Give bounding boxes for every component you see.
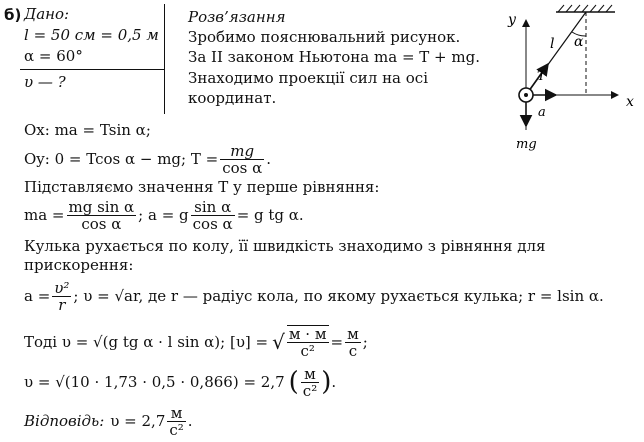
given-find: υ — ? xyxy=(24,73,66,91)
gravity-label: mg xyxy=(516,137,537,152)
acceleration-label: a xyxy=(538,105,546,120)
subst-text: Підставляємо значення T у перше рівняння: xyxy=(24,178,380,196)
unit-root-num: м · м xyxy=(288,325,327,343)
solution-line-4: координат. xyxy=(188,89,277,107)
problem-label: б) xyxy=(4,6,22,24)
tension-label: T xyxy=(537,69,546,84)
eq-ma-num2: sin α xyxy=(191,199,235,216)
solution-line-2: За ІІ законом Ньютона ma = T + mg. xyxy=(188,48,480,66)
ceiling-hatch xyxy=(558,5,612,12)
eq-oy-left: Oy: 0 = Tcos α − mg; T = xyxy=(24,150,219,168)
eq-ma-den2: cos α xyxy=(192,214,233,233)
eq-oy-num: mg xyxy=(220,143,264,160)
eq-oy xyxy=(24,140,271,178)
eq-acc xyxy=(24,276,604,316)
axis-x-label: x xyxy=(626,94,634,110)
pendulum-diagram xyxy=(490,2,642,162)
eq-todi-text: Тоді υ = √(g tg α · l sin α); [υ] = xyxy=(24,333,269,351)
axis-y-label: y xyxy=(508,12,516,28)
solution-line-3: Знаходимо проекції сил на осі xyxy=(188,69,428,87)
answer-end: . xyxy=(187,412,193,430)
answer xyxy=(24,402,193,440)
solution-heading: Розв’язання xyxy=(188,8,286,26)
given-divider xyxy=(20,69,164,70)
eq-oy-end: . xyxy=(266,150,272,168)
unit-num: м xyxy=(347,324,359,343)
eq-ma-end: = g tg α. xyxy=(236,206,304,224)
calc-unit-den: с² xyxy=(302,381,318,400)
eq-ox: Ox: ma = Tsin α; xyxy=(24,121,151,139)
circle-text-1: Кулька рухається по колу, її швидкість знаходимо з рівняння для xyxy=(24,237,546,255)
angle-label: α xyxy=(574,34,584,50)
calc-unit-num: м xyxy=(301,366,319,383)
given-vertical-divider xyxy=(164,4,165,114)
given-heading: Дано: xyxy=(24,5,70,23)
solution-line-1: Зробимо пояснювальний рисунок. xyxy=(188,28,461,46)
eq-ma-den: cos α xyxy=(81,214,122,233)
calc-text: υ = √(10 · 1,73 · 0,5 · 0,866) = 2,7 xyxy=(24,373,285,391)
unit-end: ; xyxy=(362,333,368,351)
eq-todi: Тоді υ = √(g tg α · l sin α); [υ] = √ $\frac{м \cdot м}{\text{с²}}$ = $\frac{м}{с}$ ; xyxy=(24,324,368,360)
unit-eq: = xyxy=(330,333,344,351)
eq-acc-num: υ² xyxy=(54,278,70,297)
answer-label: Відповідь: xyxy=(24,412,105,430)
given-length: l = 50 см = 0,5 м xyxy=(24,26,159,44)
answer-unit-num: м xyxy=(167,405,185,422)
circle-text-2: прискорення: xyxy=(24,256,134,274)
calc-end: . xyxy=(331,373,337,391)
unit-den: с xyxy=(348,341,358,360)
eq-ma-num: mg sin α xyxy=(68,197,135,216)
eq-oy-den: cos α xyxy=(222,158,263,177)
eq-acc-rest: ; υ = √ar, де r — радіус кола, по якому рухається кулька; r = lsin α. xyxy=(73,287,604,305)
eq-acc-den: r xyxy=(58,295,66,314)
length-label: l xyxy=(550,36,555,52)
answer-value: υ = 2,7 xyxy=(110,412,166,430)
eq-ma-left: ma = xyxy=(24,206,65,224)
eq-ma xyxy=(24,196,304,234)
eq-acc-left: a = xyxy=(24,287,51,305)
eq-calc: υ = √(10 · 1,73 · 0,5 · 0,866) = 2,7 ( $\frac{м}{\text{с²}}$ ) . xyxy=(24,364,337,400)
unit-root-den: с² xyxy=(300,342,315,360)
answer-unit-den: с² xyxy=(169,420,184,439)
given-angle: α = 60° xyxy=(24,47,83,65)
eq-ma-mid: ; a = g xyxy=(138,206,189,224)
